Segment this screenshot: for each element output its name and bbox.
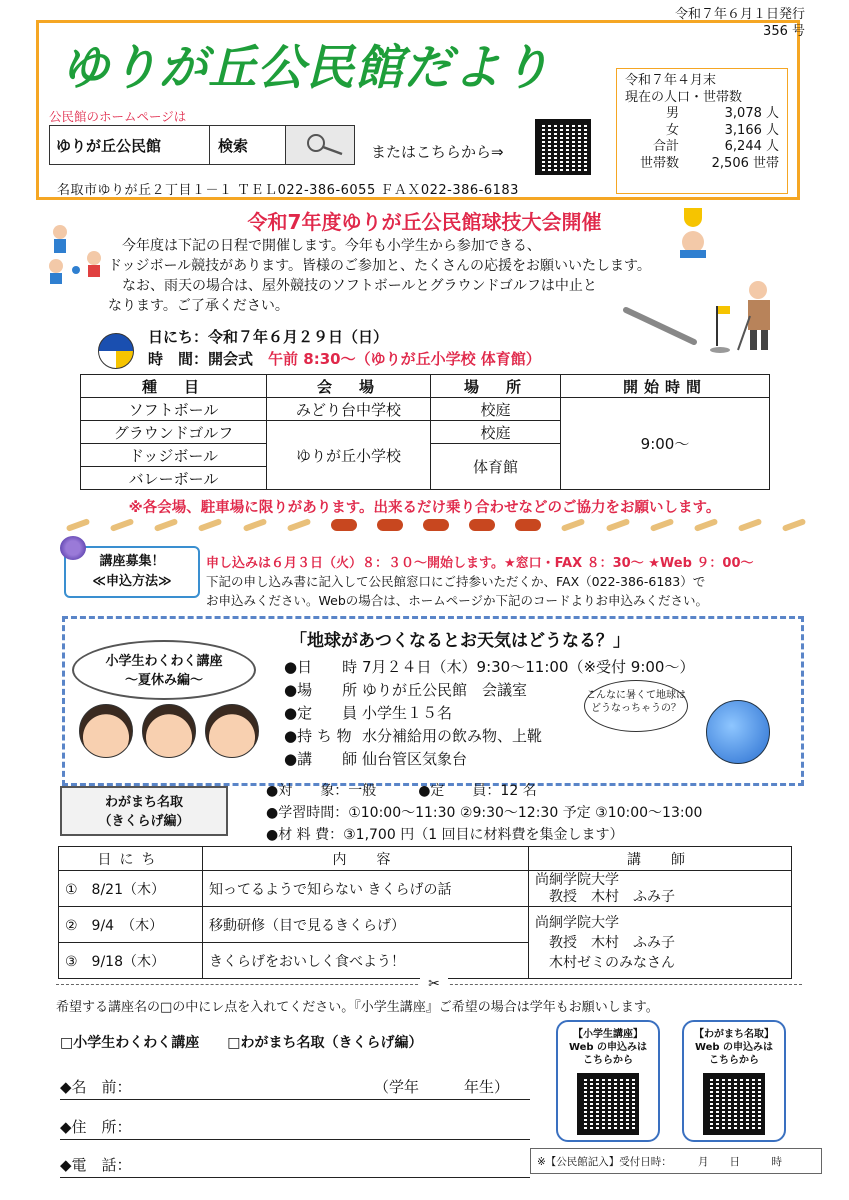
card-title: 【わがまち名取】 — [694, 1029, 774, 1040]
wagamachi-target-capacity — [266, 780, 702, 802]
child-face-icon — [142, 704, 196, 758]
address-label: ◆住 所： — [60, 1118, 132, 1136]
info-label: ●場 所 — [284, 681, 358, 699]
newsletter-title: ゆりが丘公民館だより — [61, 40, 552, 96]
date-cell: ① 8/21（木） — [59, 871, 203, 907]
recruit-badge-subtitle: ≪申込方法≫ — [92, 574, 172, 589]
lecturer-cell — [529, 907, 792, 979]
decorative-border — [66, 518, 806, 532]
bat-decoration — [649, 518, 674, 532]
glove-decoration — [423, 519, 449, 531]
population-row — [625, 123, 779, 140]
table-header: 会 場 — [267, 375, 431, 398]
wagamachi-web-apply-card[interactable] — [682, 1020, 786, 1142]
table-header: 開始時間 — [561, 375, 770, 398]
table-row — [81, 398, 770, 421]
table-row — [59, 871, 792, 907]
population-row — [625, 156, 779, 173]
homepage-label: 公民館のホームページは — [49, 109, 187, 124]
scissors-icon: ✂ — [420, 976, 448, 992]
recruit-badge-title: 講座募集！ — [99, 554, 165, 569]
hot-earth-icon — [706, 700, 770, 764]
tournament-paragraph-2b: なります。ご了承ください。 — [108, 298, 289, 314]
recruit-line-1: 下記の申し込み書に記入して公民館窓口にご持参いただくか、FAX（022-386-6183）で — [206, 574, 706, 589]
date-cell: ③ 9/18（木） — [59, 943, 203, 979]
glove-decoration — [515, 519, 541, 531]
recruit-line-2: お申込みください。Webの場合は、ホームページか下記のコードよりお申込みください。 — [206, 593, 709, 608]
lecturer-line: 教授 木村 ふみ子 — [549, 888, 675, 905]
name-field[interactable] — [60, 1076, 530, 1100]
pop-key: 女 — [665, 122, 679, 138]
info-row — [284, 748, 694, 771]
population-heading: 令和７年４月末 — [625, 73, 717, 88]
issue-number: 356 号 — [763, 24, 805, 39]
phone-label: ◆電 話： — [60, 1156, 132, 1174]
sports-schedule-table — [80, 374, 770, 490]
wagamachi-target: ●対 象：一般 — [266, 783, 377, 799]
table-header: 日にち — [59, 847, 203, 871]
schedule-block — [148, 326, 541, 370]
pop-value: 6,244 人 — [724, 139, 779, 154]
place-cell: 校庭 — [431, 421, 561, 444]
table-header: 場 所 — [431, 375, 561, 398]
office-use-box: ※【公民館記入】受付日時： 月 日 時 — [530, 1148, 822, 1174]
date-cell: ② 9/4 （木） — [59, 907, 203, 943]
address-line: 名取市ゆりが丘２丁目１－１ ＴＥＬ022-386-6055 ＦＡＸ022-386-6183 — [57, 183, 519, 198]
info-value: 小学生１５名 — [362, 704, 453, 722]
hydrangea-icon — [60, 536, 86, 560]
pop-value: 3,166 人 — [724, 122, 779, 138]
name-label: ◆名 前： — [60, 1078, 132, 1096]
address-field[interactable] — [60, 1116, 530, 1140]
info-row — [284, 656, 694, 679]
wagamachi-table — [58, 846, 792, 979]
bat-decoration — [561, 518, 586, 532]
child-face-icon — [79, 704, 133, 758]
glove-decoration — [331, 519, 357, 531]
search-text: ゆりが丘公民館 — [50, 126, 210, 164]
bat-decoration — [693, 518, 718, 532]
population-row — [625, 106, 779, 123]
kids-course-badge — [72, 640, 256, 700]
speech-bubble: こんなに暑くて地球はどうなっちゃうの？ — [584, 680, 688, 732]
event-cell: ソフトボール — [81, 398, 267, 421]
info-label: ●持 ち 物 — [284, 727, 352, 745]
parking-notice: ※各会場、駐車場に限りがあります。出来るだけ乗り合わせなどのご協力をお願いします。 — [128, 500, 721, 516]
table-header: 内 容 — [203, 847, 529, 871]
lecturer-line: 尚絅学院大学 — [535, 914, 619, 931]
place-cell: 校庭 — [431, 398, 561, 421]
volleyball-icon — [98, 333, 134, 369]
bat-decoration — [738, 518, 763, 532]
wagamachi-fee: ●材 料 費：③1,700 円（1 回目に材料費を集金します） — [266, 827, 624, 843]
wagamachi-time: ●学習時間：①10:00～11:30 ②9:30～12:30 予定 ③10:00～13:00 — [266, 805, 703, 821]
content-cell: 移動研修（目で見るきくらげ） — [203, 907, 529, 943]
info-value: 仙台管区気象台 — [362, 750, 468, 768]
start-time-cell: 9:00～ — [561, 398, 770, 490]
kids-badge-title: 小学生わくわく講座 — [105, 654, 223, 669]
kids-course-title: 「地球があつくなるとお天気はどうなる？」 — [290, 631, 630, 651]
table-header-row — [59, 847, 792, 871]
table-header: 講 師 — [529, 847, 792, 871]
population-row — [625, 139, 779, 156]
option-kids-course[interactable]: □小学生わくわく講座 — [60, 1035, 200, 1051]
wagamachi-info — [266, 780, 702, 846]
place-cell: 体育館 — [431, 444, 561, 490]
bat-decoration — [605, 518, 630, 532]
lecturer-line: 木村ゼミのみなさん — [549, 954, 675, 971]
event-cell: ドッジボール — [81, 444, 267, 467]
golfer-illustration — [708, 276, 788, 356]
child-face-icon — [205, 704, 259, 758]
bat-decoration — [154, 518, 179, 532]
wagamachi-qr-code[interactable] — [703, 1073, 765, 1135]
card-text: こちらから — [709, 1055, 759, 1066]
bat-decoration — [286, 518, 311, 532]
schedule-time — [148, 348, 541, 370]
info-label: ●日 時 — [284, 658, 358, 676]
info-value: 水分補給用の飲み物、上靴 — [362, 727, 543, 745]
tournament-title: 令和7年度ゆりが丘公民館球技大会開催 — [247, 210, 602, 234]
pop-key: 男 — [665, 106, 679, 121]
pop-key: 合計 — [652, 139, 679, 154]
population-subheading: 現在の人口・世帯数 — [625, 89, 743, 105]
table-row — [59, 907, 792, 943]
info-label: ●講 師 — [284, 750, 358, 768]
wagamachi-badge — [60, 786, 228, 836]
magnifier-icon — [286, 126, 354, 164]
kids-web-apply-card[interactable] — [556, 1020, 660, 1142]
option-wagamachi[interactable]: □わがまち名取（きくらげ編） — [227, 1035, 423, 1051]
homepage-qr-code — [535, 119, 591, 175]
recruit-start-notice: 申し込みは６月３日（火）８：３０～開始します。★窓口・FAX ８：30～ ★Web ９：00～ — [206, 556, 754, 571]
card-text: Web の申込みは — [694, 1042, 774, 1053]
lecturer-cell — [529, 871, 792, 907]
card-text: Web の申込みは — [568, 1042, 648, 1053]
recruit-badge — [64, 546, 200, 598]
card-text: こちらから — [583, 1055, 633, 1066]
bat-decoration — [198, 518, 223, 532]
event-cell: バレーボール — [81, 467, 267, 490]
form-instructions: 希望する講座名の□の中にレ点を入れてください。『小学生講座』ご希望の場合は学年もお願いします。 — [56, 1000, 659, 1015]
pop-value: 2,506 世帯 — [711, 155, 779, 171]
schedule-time-label: 時 間：開会式 — [148, 350, 254, 368]
issue-date: 令和７年６月１日発行 — [674, 7, 805, 22]
schedule-time-value: 午前 8:30～（ゆりが丘小学校 体育館） — [268, 350, 541, 368]
info-label: ●定 員 — [284, 704, 358, 722]
tournament-paragraph-2: なお、雨天の場合は、屋外競技のソフトボールとグラウンドゴルフは中止と — [122, 278, 597, 294]
tournament-paragraph-1: 今年度は下記の日程で開催します。今年も小学生から参加できる、 — [122, 238, 541, 254]
glove-decoration — [469, 519, 495, 531]
event-cell: グラウンドゴルフ — [81, 421, 267, 444]
bat-decoration — [66, 518, 91, 532]
kids-playing-illustration — [44, 222, 114, 286]
population-box — [616, 68, 788, 194]
wagamachi-badge-title: わがまち名取 — [104, 795, 183, 810]
table-header-row — [81, 375, 770, 398]
bat-decoration — [110, 518, 135, 532]
issue-info — [675, 6, 805, 40]
tournament-paragraph-1b: ドッジボール競技があります。皆様のご参加と、たくさんの応援をお願いいたします。 — [108, 258, 651, 274]
content-cell: きくらげをおいしく食べよう！ — [203, 943, 529, 979]
card-title: 【小学生講座】 — [573, 1029, 643, 1040]
glove-decoration — [377, 519, 403, 531]
bat-decoration — [782, 518, 807, 532]
course-options — [60, 1032, 422, 1052]
pop-key: 世帯数 — [639, 155, 679, 171]
kids-faces-illustration — [74, 704, 264, 764]
bat-decoration — [242, 518, 267, 532]
table-header: 種 目 — [81, 375, 267, 398]
kids-qr-code[interactable] — [577, 1073, 639, 1135]
wagamachi-capacity: ●定 員：12 名 — [418, 783, 537, 799]
pop-value: 3,078 人 — [724, 106, 779, 121]
kids-badge-subtitle: ～夏休み編～ — [124, 673, 203, 688]
or-from-here-text: またはこちらから⇒ — [371, 143, 504, 161]
recruit-instructions — [206, 572, 806, 610]
lecturer-line: 教授 木村 ふみ子 — [549, 934, 675, 951]
schedule-date: 日にち：令和７年６月２９日（日） — [148, 328, 389, 346]
lecturer-line: 尚絅学院大学 — [535, 871, 619, 888]
content-cell: 知ってるようで知らない きくらげの話 — [203, 871, 529, 907]
info-value: 7月２４日（木）9:30～11:00（※受付 9:00～） — [362, 658, 695, 676]
search-button: 検索 — [210, 126, 286, 164]
bat-illustration — [620, 300, 700, 350]
phone-field[interactable] — [60, 1154, 530, 1178]
info-value: ゆりが丘公民館 会議室 — [362, 681, 528, 699]
search-box — [49, 125, 355, 165]
grade-label: （学年 年生） — [374, 1078, 510, 1096]
venue-cell: みどり台中学校 — [267, 398, 431, 421]
wagamachi-badge-subtitle: （きくらげ編） — [98, 814, 190, 829]
venue-cell: ゆりが丘小学校 — [267, 421, 431, 490]
